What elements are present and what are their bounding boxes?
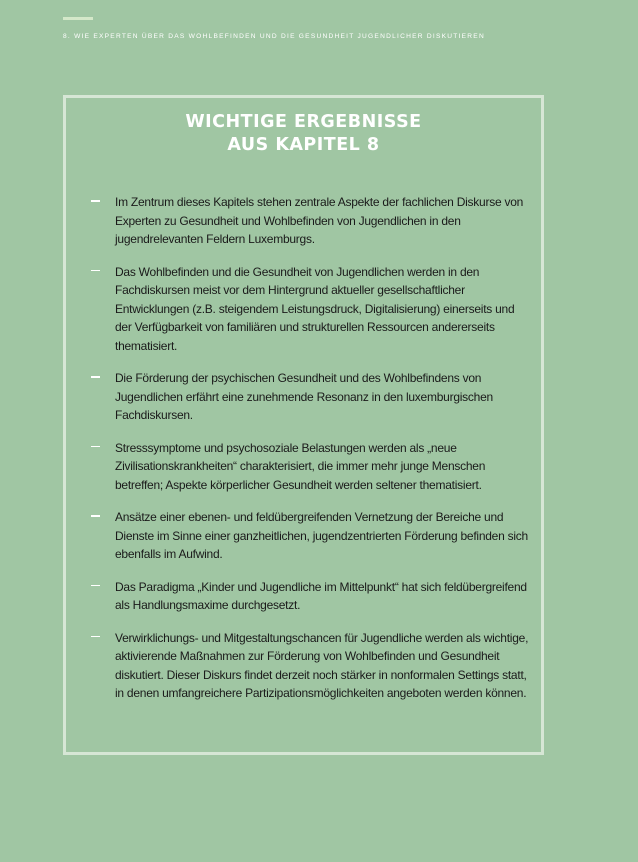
list-item-text: Im Zentrum dieses Kapitels stehen zentrale Aspekte der fachlichen Diskurse von Experten zu Gesundheit und Wohlbefinden von Jugendlichen in den jugendrelevanten Feldern Luxemburgs. (115, 195, 524, 246)
dash-bullet (91, 200, 100, 202)
list-item (66, 369, 541, 425)
dash-bullet (91, 376, 100, 378)
list-item (66, 578, 541, 615)
box-title-line-1: WICHTIGE ERGEBNISSE (185, 112, 422, 132)
list-item-text: Verwirklichungs- und Mitgestaltungschancen für Jugendliche werden als wichtige, aktivierende Maßnahmen zur Förderung von Wohlbefinden und Gesundheit diskutiert. Dieser Diskurs findet derzeit noch stärker in nonformalen Settings statt, in denen umfangreichere Partizipationsmöglichkeiten angeboten werden können. (115, 630, 529, 700)
running-header: 8. WIE EXPERTEN ÜBER DAS WOHLBEFINDEN UND DIE GESUNDHEIT JUGENDLICHER DISKUTIEREN (63, 33, 485, 40)
box-title-line-2: AUS KAPITEL 8 (227, 135, 380, 155)
list-item-text: Das Paradigma „Kinder und Jugendliche im Mittelpunkt“ hat sich feldübergreifend als Handlungsmaxime durchgesetzt. (115, 579, 527, 612)
list-item-text: Das Wohlbefinden und die Gesundheit von Jugendlichen werden in den Fachdiskursen meist vor dem Hintergrund aktueller gesellschaftlicher Entwicklungen (z.B. steigendem Leistungsdruck, Digitalisierung) einerseits und der Verfügbarkeit von familiären und strukturellen Ressourcen andererseits thematisiert. (115, 264, 515, 353)
dash-bullet (91, 585, 100, 587)
list-item (66, 193, 541, 249)
key-findings-box (63, 95, 544, 755)
list-item (66, 508, 541, 564)
dash-bullet (91, 446, 100, 448)
box-title (66, 111, 541, 157)
list-item-text: Stresssymptome und psychosoziale Belastungen werden als „neue Zivilisationskrankheiten“ charakterisiert, die immer mehr junge Menschen betreffen; Aspekte körperlicher Gesundheit werden seltener thematisiert. (115, 440, 486, 492)
dash-bullet (91, 270, 100, 272)
findings-list (66, 193, 541, 717)
list-item-text: Die Förderung der psychischen Gesundheit und des Wohlbefindens von Jugendlichen erfährt eine zunehmende Resonanz in den luxemburgischen Fachdiskursen. (115, 371, 493, 422)
list-item (66, 629, 541, 703)
list-item (66, 263, 541, 356)
header-accent-bar (63, 17, 93, 20)
dash-bullet (91, 515, 100, 517)
list-item (66, 439, 541, 495)
dash-bullet (91, 636, 100, 638)
list-item-text: Ansätze einer ebenen- und feldübergreifenden Vernetzung der Bereiche und Dienste im Sinne einer ganzheitlichen, jugendzentrierten Förderung befinden sich ebenfalls im Aufwind. (115, 510, 528, 561)
